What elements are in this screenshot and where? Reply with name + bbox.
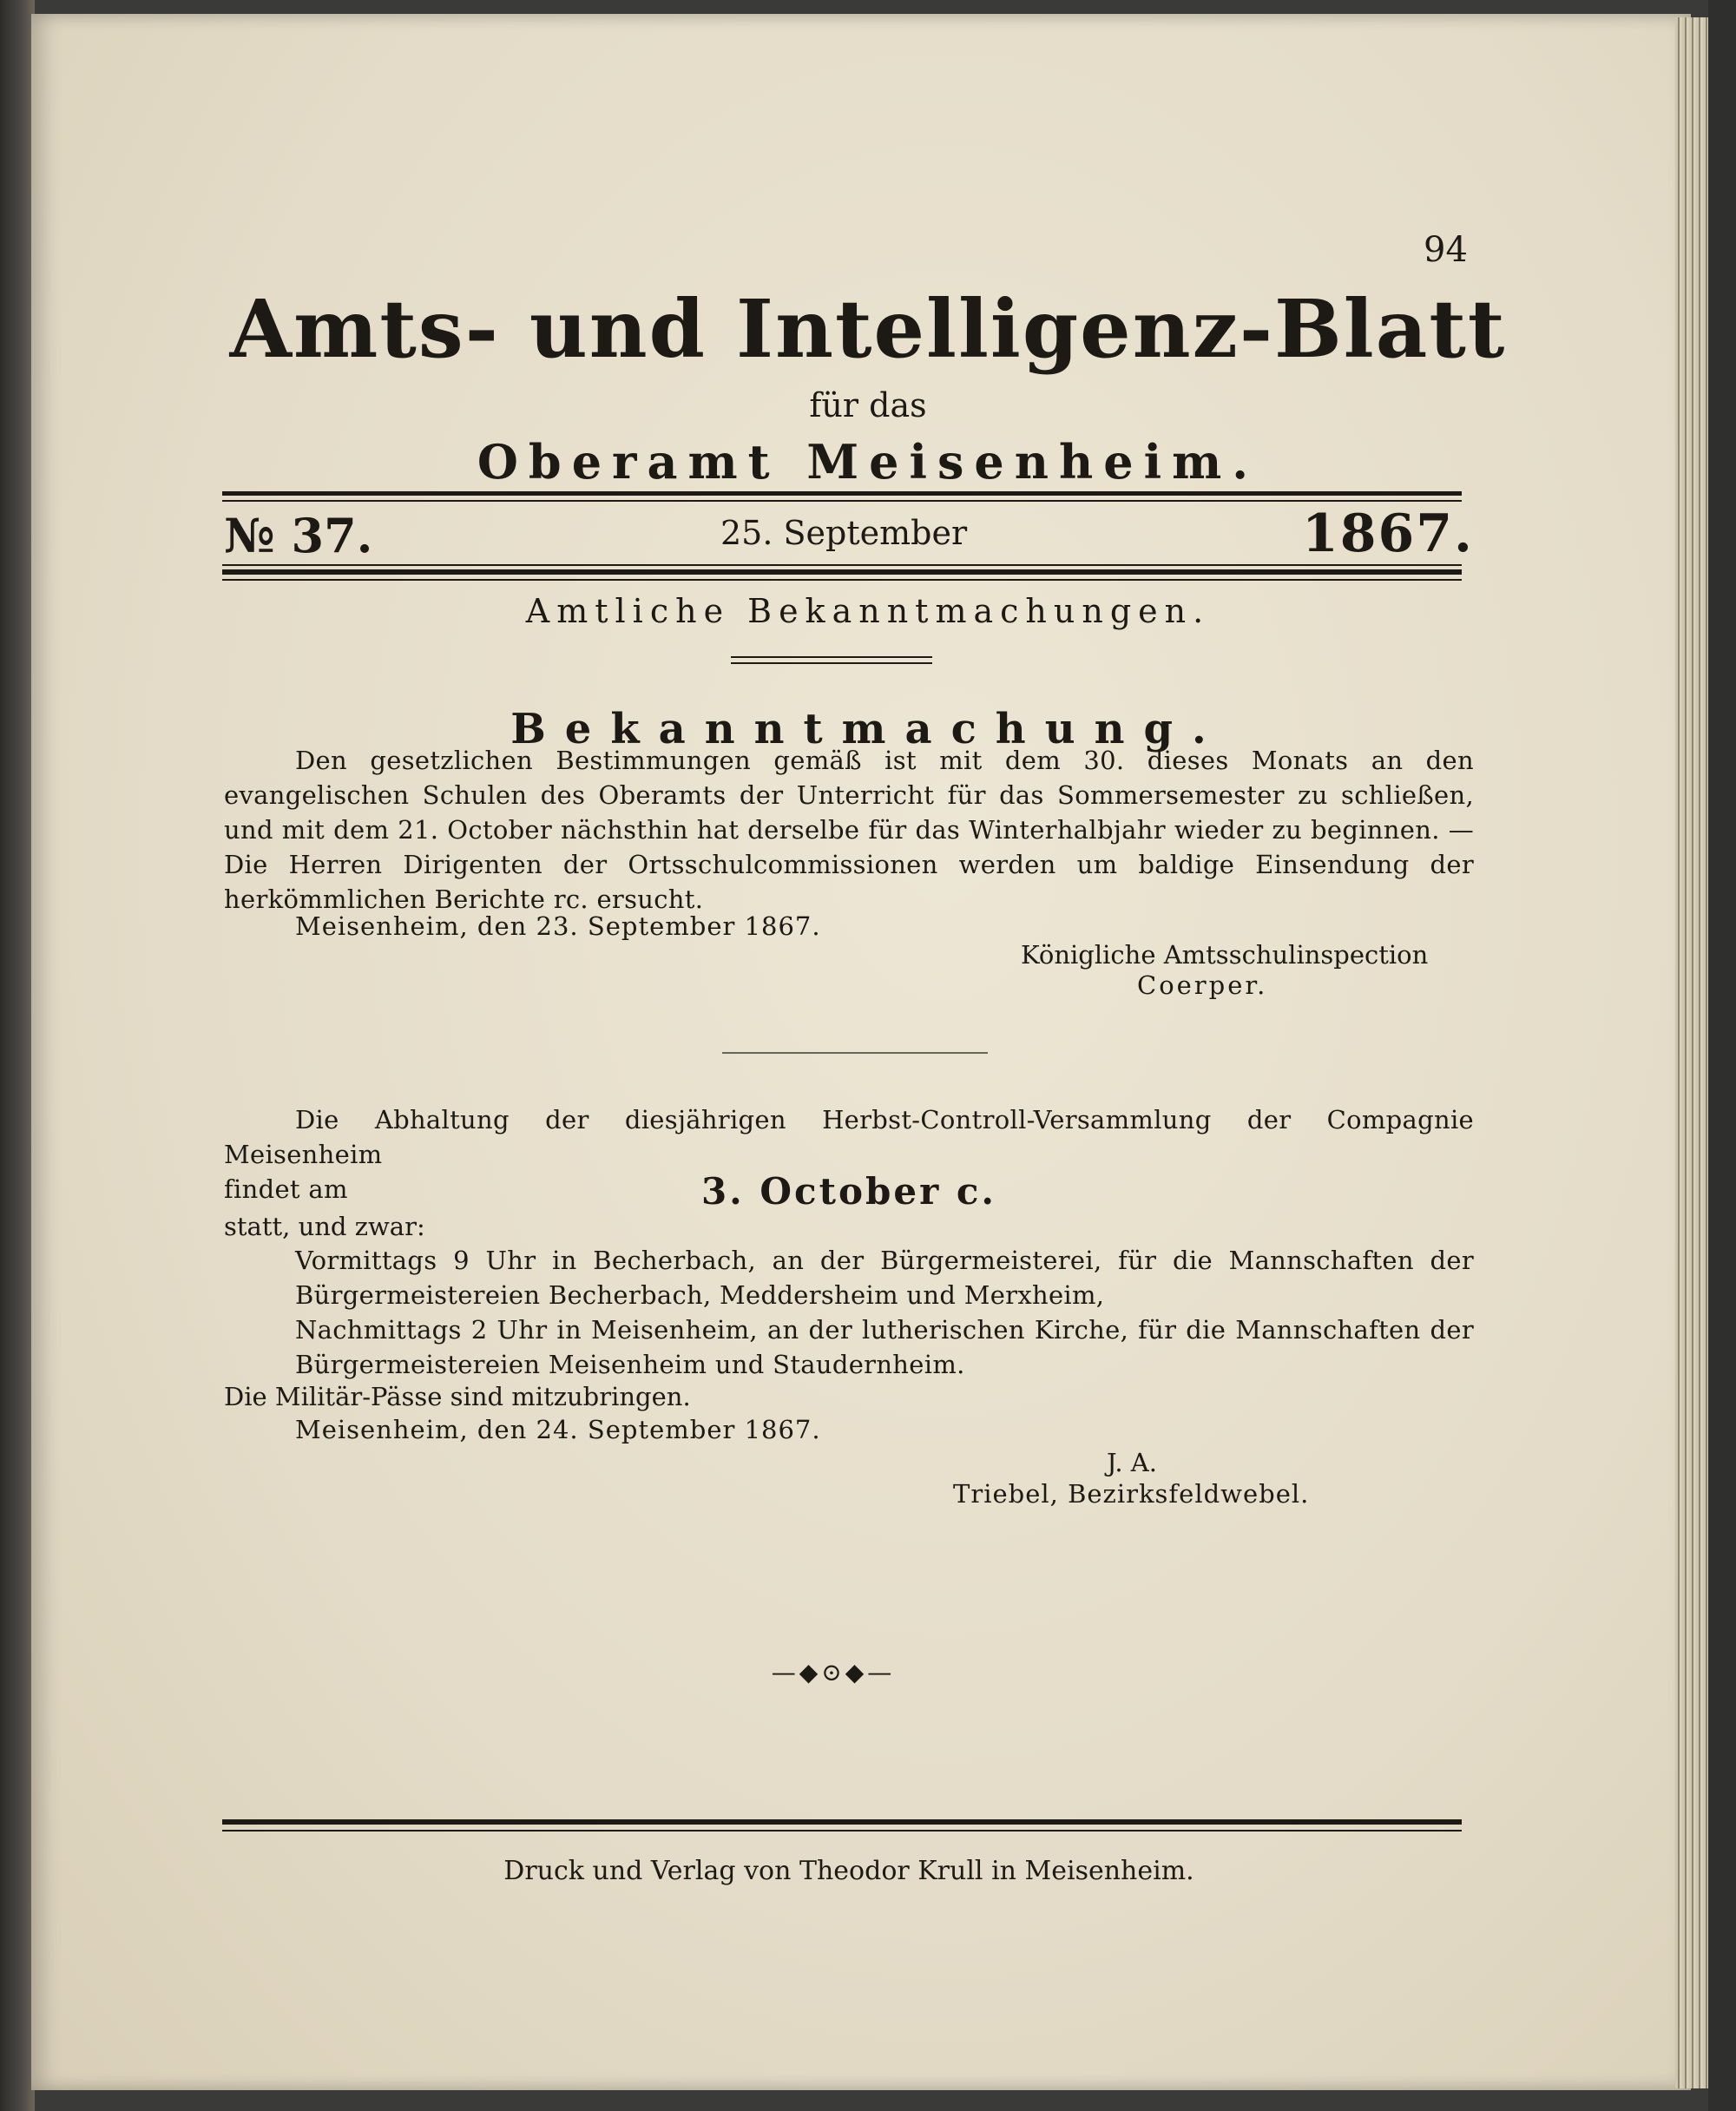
notice-signature: Coerper. [1137,970,1268,1000]
notice2-afternoon: Nachmittags 2 Uhr in Meisenheim, an der lutherischen Kirche, für die Mannschaften der Bürgermeistereien Meisenheim und Staudernheim. [295,1315,1474,1379]
mid-rule-thick [222,569,1462,575]
notice-body: Den gesetzlichen Bestimmungen gemäß ist mit dem 30. dieses Monats an den evangelischen Schulen des Oberamts der Unterricht für das Sommersemester zu schließen, und mit dem 21. October nächsthin hat derselbe für das Winterhalbjahr wieder zu beginnen. — Die Herren Dirigenten der Ortsschulcommissionen werden um baldige Einsendung der herkömmlichen Berichte rc. ersucht. [224,746,1474,914]
notice-place-date: Meisenheim, den 23. September 1867. [295,911,821,941]
notice2-statt: statt, und zwar: [224,1212,425,1241]
newspaper-subtitle: für das [809,386,927,424]
notice2-intro-line2: findet am [224,1174,348,1204]
issue-date: 25. September [720,514,968,552]
notice2-ja: J. A. [1107,1448,1157,1477]
page-edges [1675,17,1710,2088]
notice2-signature: Triebel, Bezirksfeldwebel. [953,1479,1310,1509]
notice2-morning: Vormittags 9 Uhr in Becherbach, an der Bürgermeisterei, für die Mannschaften der Bürgermeistereien Becherbach, Meddersheim und Merxheim, [295,1246,1474,1310]
notice2-intro-line1: Die Abhaltung der diesjährigen Herbst-Controll-Versammlung der Compagnie Meisenheim [224,1105,1474,1169]
notice2-date: 3. October c. [700,1170,997,1213]
mid-rule-thin-2 [222,579,1462,581]
footer-rule-thin [222,1830,1462,1832]
book-binding-left [0,0,35,2111]
section-divider-2 [731,662,932,664]
top-rule-thin [222,500,1462,502]
mid-rule-thin [222,564,1462,566]
notice2-place-date: Meisenheim, den 24. September 1867. [295,1415,821,1444]
notice-title: Bekanntmachung. [510,705,1226,753]
top-rule-thick [222,491,1462,496]
newspaper-title: Amts- und Intelligenz-Blatt [229,282,1507,376]
book-binding-right [1708,0,1736,2111]
section-heading: Amtliche Bekanntmachungen. [525,592,1211,630]
section-divider [731,656,932,658]
issue-number: № 37. [224,508,373,563]
page-number: 94 [1424,230,1468,270]
notice2-passes: Die Militär-Pässe sind mitzubringen. [224,1382,691,1411]
notice-separator [722,1052,988,1054]
newspaper-district: Oberamt Meisenheim. [477,434,1259,490]
printer-imprint: Druck und Verlag von Theodor Krull in Meisenheim. [503,1856,1194,1886]
notice-authority: Königliche Amtsschulinspection [1021,940,1429,970]
footer-rule-thick [222,1819,1462,1825]
ornament: —◆⊙◆— [771,1658,896,1687]
issue-year: 1867. [1302,503,1474,564]
